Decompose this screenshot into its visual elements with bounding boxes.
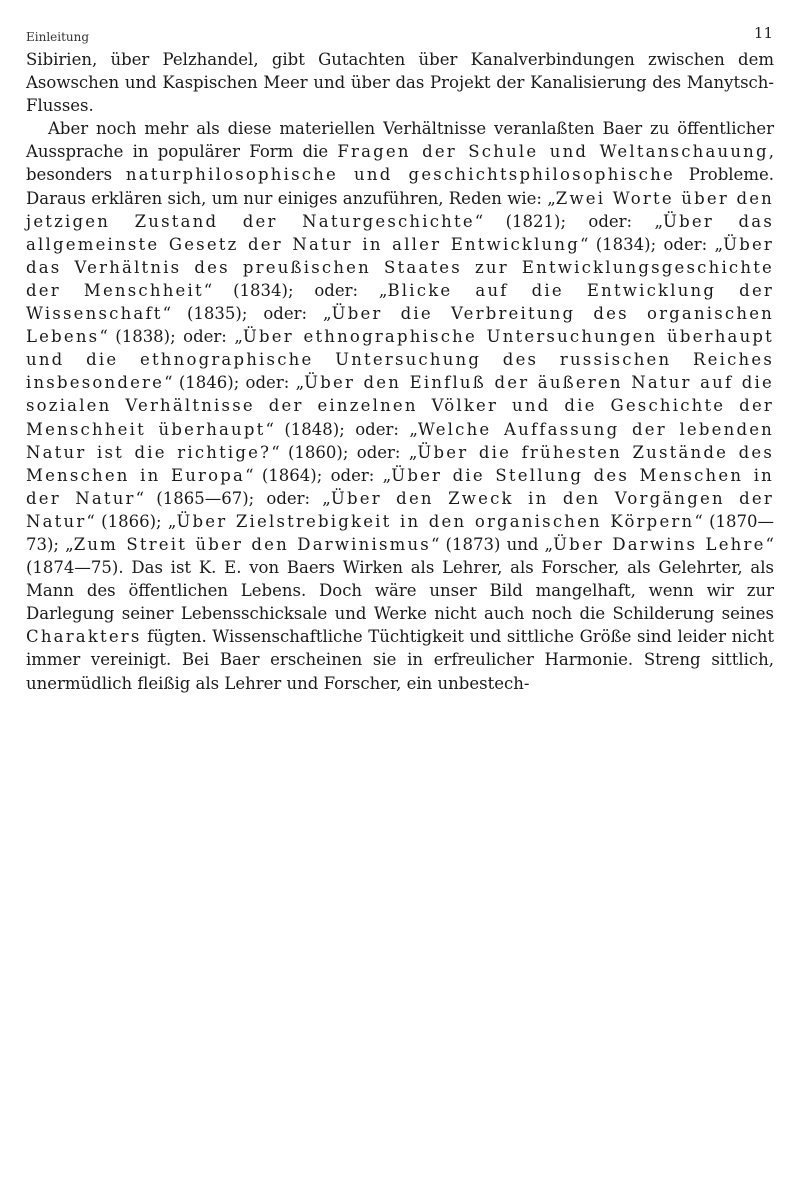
text-run: Aber noch mehr als diese materiellen Verhältnisse veranlaßten Baer zu öffentlicher Aussprache in populärer Form die <box>26 119 774 162</box>
spaced-emphasis: Fragen der Schule und Weltanschauung <box>337 142 769 162</box>
text-run: Sibirien, über Pelzhandel, gibt Gutachten über Kanalverbindungen zwischen dem Asowschen und Kaspischen Meer und über das Projekt der Kanalisierung des Manytsch-Flusses. <box>26 50 774 116</box>
text-run: “ (1835); oder: „ <box>162 304 332 324</box>
spaced-emphasis: Welche Auffassung der lebenden Natur ist die richtige? <box>26 419 774 462</box>
text-run: fügten. Wissenschaftliche Tüchtigkeit und sittliche Größe sind leider nicht immer vereinigt. Bei Baer erscheinen sie in erfreulicher Harmonie. Streng sittlich, unermüdlich fleißig als Lehrer und Forscher, ein unbestech- <box>26 627 774 693</box>
spaced-emphasis: Charakters <box>26 627 142 647</box>
page-header <box>26 14 773 44</box>
spaced-emphasis: Zwei Worte über den jetzigen Zustand der Naturgeschichte <box>26 188 774 231</box>
text-run: “ (1821); oder: „ <box>474 211 664 231</box>
text-run: “ (1834); oder: „ <box>203 280 388 300</box>
paragraph <box>26 48 774 117</box>
spaced-emphasis: Über den Zweck in den Vorgängen der Natur <box>26 488 774 531</box>
spaced-emphasis: Über die Stellung des Menschen in der Natur <box>26 465 774 508</box>
spaced-emphasis: Blicke auf die Entwicklung der Wissenschaft <box>26 280 775 324</box>
text-run: “ (1860); oder: „ <box>271 442 418 462</box>
page-number: 11 <box>753 24 773 42</box>
spaced-emphasis: naturphilosophische und geschichtsphilosophische <box>125 165 675 185</box>
text-run: “ (1874—75). Das ist K. E. von Baers Wirken als Lehrer, als Forscher, als Gelehrter, als Mann des öffentlichen Lebens. Doch wäre unser Bild mangelhaft, wenn wir zur Darlegung seiner Lebensschicksale und Werke nicht auch noch die Schilderung seines <box>26 534 774 624</box>
spaced-emphasis: Zum Streit über den Darwinismus <box>73 534 431 554</box>
spaced-emphasis: Über Darwins Lehre <box>553 534 766 554</box>
text-run: Probleme. Daraus erklären sich, um nur einiges anzuführen, Reden wie: „ <box>26 165 774 208</box>
text-run: “ (1848); oder: „ <box>265 419 418 439</box>
text-run: “ (1838); oder: „ <box>99 327 243 347</box>
text-run: “ (1866); „ <box>86 511 177 531</box>
spaced-emphasis: Über die frühesten Zustände des Menschen in Europa <box>26 442 774 485</box>
text-run: “ (1870—73); „ <box>26 511 774 554</box>
text-run: “ (1864); oder: „ <box>245 465 392 485</box>
text-run: “ (1865—67); oder: „ <box>135 488 331 508</box>
spaced-emphasis: Über ethnographische Untersuchungen überhaupt und die ethnographische Untersuchung des russischen Reiches insbesondere <box>26 327 774 393</box>
text-run: “ (1834); oder: „ <box>579 234 724 254</box>
text-run: “ (1846); oder: „ <box>164 373 305 393</box>
spaced-emphasis: Über den Einfluß der äußeren Natur auf die sozialen Verhältnisse der einzelnen Völker und die Geschichte der Menschheit überhaupt <box>26 373 774 439</box>
running-head: Einleitung <box>26 30 90 44</box>
body-text <box>26 48 774 695</box>
paragraph <box>26 117 774 694</box>
spaced-emphasis: Über Zielstrebigkeit in den organischen Körpern <box>176 511 695 531</box>
text-run: , besonders <box>26 142 774 185</box>
spaced-emphasis: Über das Verhältnis des preußischen Staates zur Entwicklungsgeschichte der Menschheit <box>26 234 775 300</box>
spaced-emphasis: Über die Verbreitung des organischen Lebens <box>26 304 774 347</box>
text-run: “ (1873) und „ <box>430 534 554 554</box>
spaced-emphasis: Über das allgemeinste Gesetz der Natur in aller Entwicklung <box>26 211 774 254</box>
